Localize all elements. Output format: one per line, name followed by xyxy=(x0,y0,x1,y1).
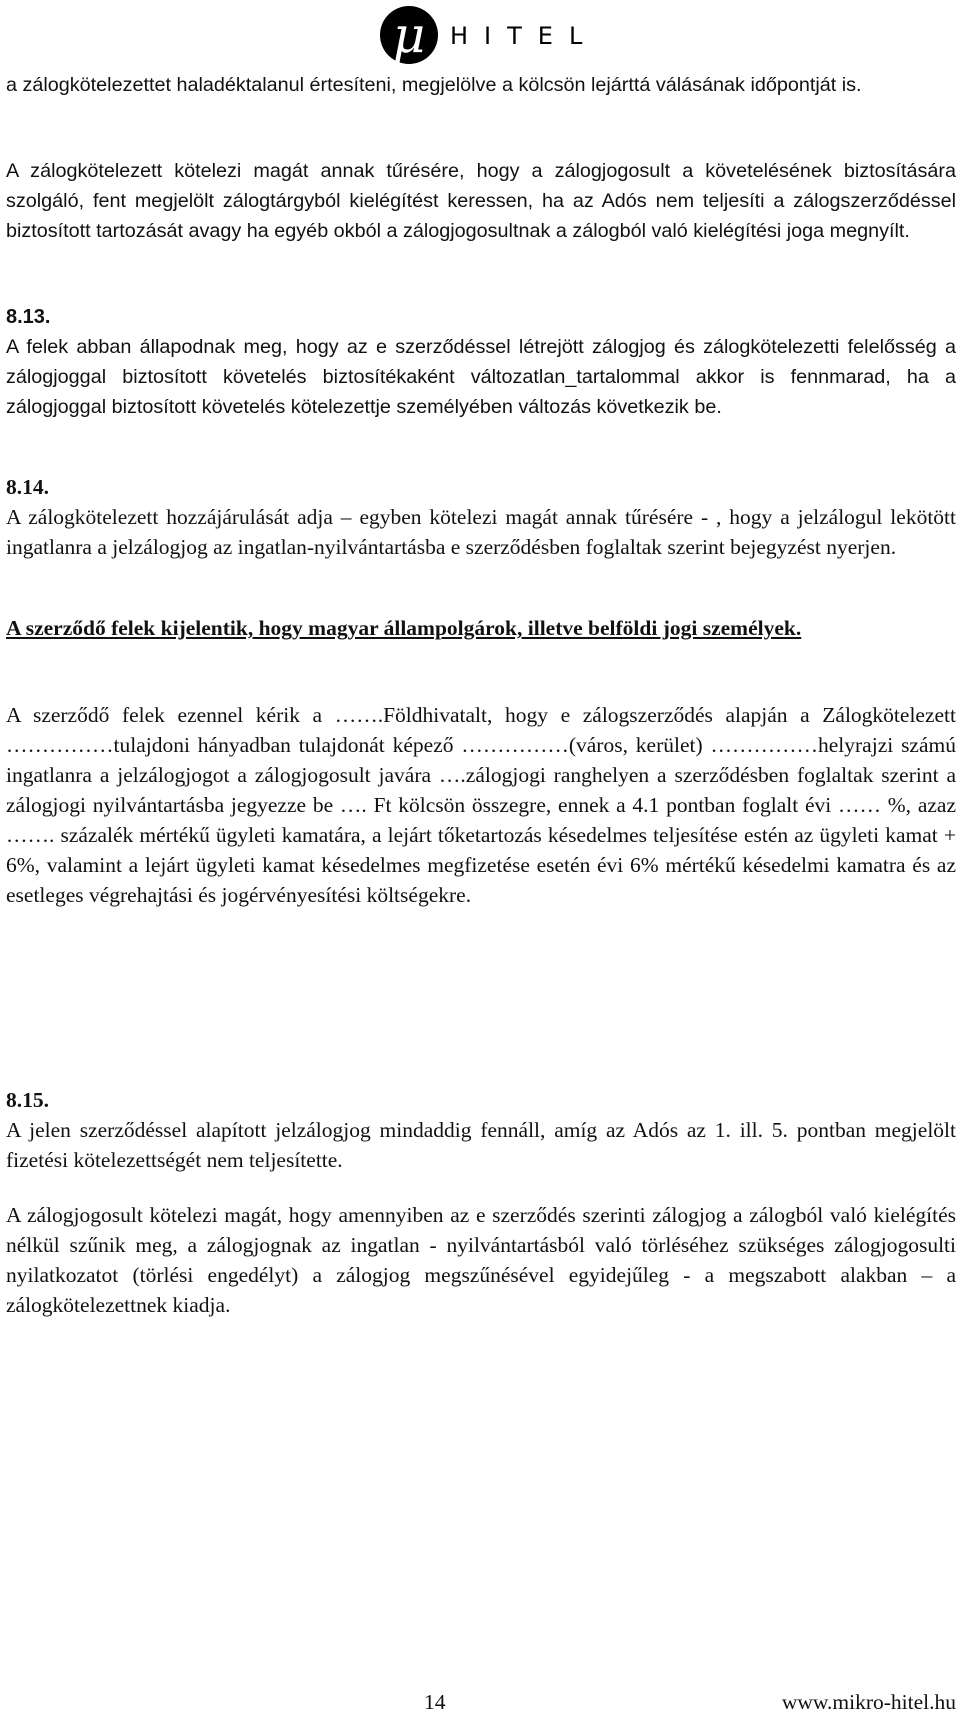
page-number: 14 xyxy=(424,1690,446,1714)
land-registry-request xyxy=(6,700,956,910)
paragraph-text: A felek abban állapodnak meg, hogy az e szerződéssel létrejött zálogjog és zálogkötelezetti felelősség a zálogjoggal biztosított követelés biztosítékaként változatlan_tartalommal akkor is fennmarad, ha a zálogjoggal biztosított követelés kötelezettje személyében változás következik be. xyxy=(6,336,956,418)
section-number: 8.13. xyxy=(6,306,51,328)
section-8-14 xyxy=(6,472,956,562)
logo-mu-symbol: μ xyxy=(392,6,426,64)
section-number: 8.15. xyxy=(6,1088,49,1112)
paragraph-text: A zálogjogosult kötelezi magát, hogy amennyiben az e szerződés szerinti zálogjog a zálogból való kielégítés nélkül szűnik meg, a zálogjognak az ingatlan - nyilvántartásból való törléséhez szükséges zálogjogosulti nyilatkozatot (törlési engedélyt) a zálogjog megszűnésével egyidejűleg - a megszabott alakban – a zálogkötelezettnek kiadja. xyxy=(6,1203,956,1317)
paragraph-deletion xyxy=(6,1200,956,1320)
footer-url: www.mikro-hitel.hu xyxy=(781,1690,956,1714)
citizenship-declaration: A szerződő felek kijelentik, hogy magyar állampolgárok, illetve belföldi jogi személyek. xyxy=(6,616,802,640)
section-8-13 xyxy=(6,302,956,422)
paragraph-intro xyxy=(6,70,956,100)
paragraph-text: A zálogkötelezett hozzájárulását adja – egyben kötelezi magát annak tűrésére - , hogy a jelzálogul lekötött ingatlanra a jelzálogjog az ingatlan-nyilvántartásba e szerződésben foglaltak szerint bejegyzést nyerjen. xyxy=(6,505,956,559)
paragraph-text: a zálogkötelezettet haladéktalanul értesíteni, megjelölve a kölcsön lejárttá válásának időpontját is. xyxy=(6,74,862,96)
paragraph-enforcement xyxy=(6,156,956,246)
paragraph-text: A szerződő felek ezennel kérik a …….Földhivatalt, hogy e zálogszerződés alapján a Zálogkötelezett ……………tulajdoni hányadban tulajdonát képező ……………(város, kerület) ……………helyrajzi számú ingatlanra a jelzálogjogot a zálogjogosult javára ….zálogjogi ranghelyen a szerződésben foglaltak szerint a zálogjogi nyilvántartásba jegyezze be …. Ft kölcsön összegre, ennek a 4.1 pontban foglalt évi …… %, azaz ……. százalék mértékű ügyleti kamatára, a lejárt tőketartozás késedelmes teljesítése estén az ügyleti kamat + 6%, valamint a lejárt ügyleti kamat késedelmes megfizetése esetén évi 6% mértékű késedelmi kamatra és az esetleges végrehajtási és jogérvényesítési költségekre. xyxy=(6,703,956,907)
logo-text: HITEL xyxy=(450,22,599,50)
paragraph-text: A jelen szerződéssel alapított jelzálogjog mindaddig fennáll, amíg az Adós az 1. ill. 5. pontban megjelölt fizetési kötelezettségét nem teljesítette. xyxy=(6,1118,956,1172)
paragraph-text: A zálogkötelezett kötelezi magát annak tűrésére, hogy a zálogjogosult a követelésének biztosítására szolgáló, fent megjelölt zálogtárgyból kielégítést keressen, ha az Adós nem teljesíti a zálogszerződéssel biztosított tartozását avagy ha egyéb okból a zálogjogosultnak a zálogból való kielégítési joga megnyílt. xyxy=(6,160,956,242)
declaration-block xyxy=(6,613,956,643)
section-8-15 xyxy=(6,1085,956,1175)
section-number: 8.14. xyxy=(6,475,49,499)
mikro-hitel-logo xyxy=(380,6,599,66)
